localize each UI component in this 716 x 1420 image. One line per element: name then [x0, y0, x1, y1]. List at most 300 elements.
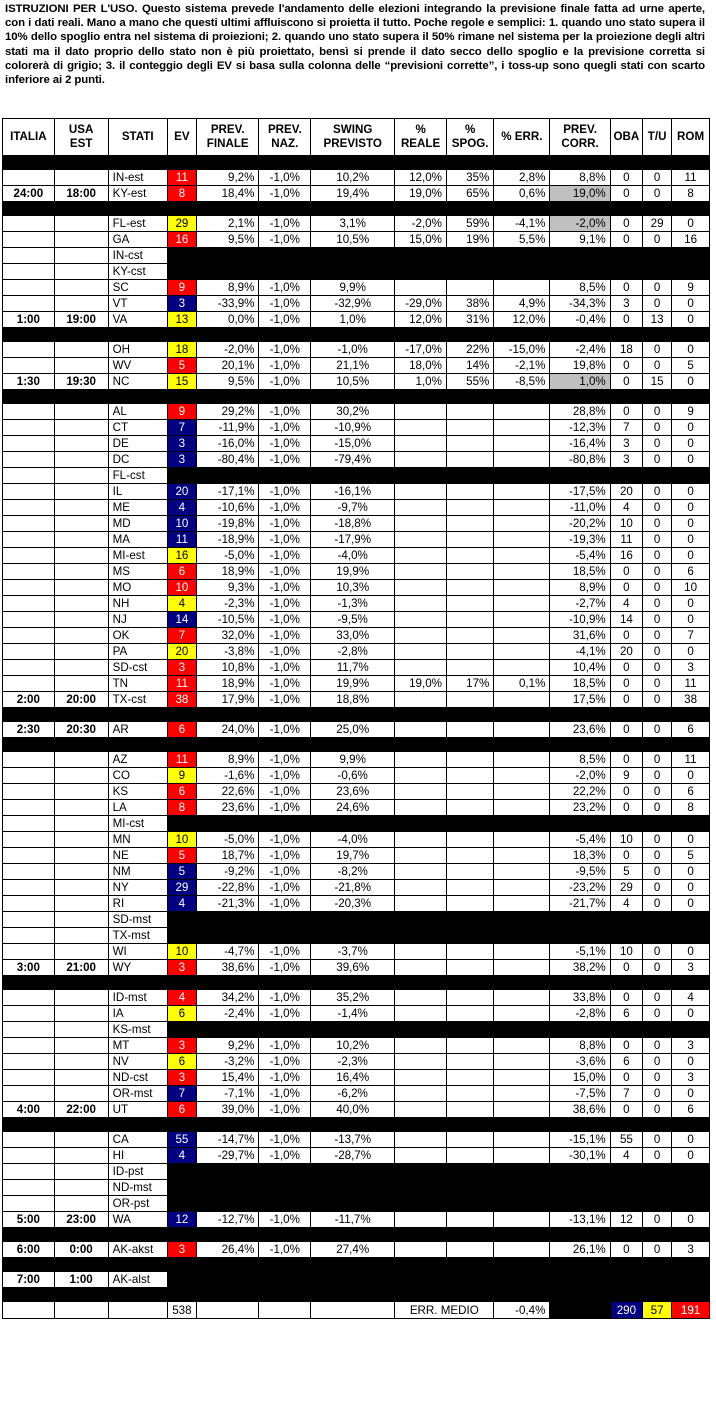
table-row: [3, 374, 710, 390]
prev-finale: -10,5%: [196, 612, 259, 628]
perc-errore: [494, 628, 550, 644]
prev-corretta: 17,5%: [550, 692, 610, 708]
electoral-votes: 9: [167, 404, 196, 420]
perc-errore: [494, 960, 550, 976]
state-name: GA: [108, 232, 167, 248]
italy-time: 2:00: [3, 692, 55, 708]
state-name: MI-est: [108, 548, 167, 564]
prev-finale: -29,7%: [196, 1148, 259, 1164]
prev-naz: -1,0%: [259, 342, 311, 358]
prev-naz: -1,0%: [259, 500, 311, 516]
table-row: [3, 312, 710, 328]
table-row: [3, 170, 710, 186]
prev-corretta: 8,9%: [550, 580, 610, 596]
perc-spoglio: [446, 484, 493, 500]
table-row: [3, 280, 710, 296]
perc-reale: -2,0%: [395, 216, 447, 232]
usa-time: [54, 170, 108, 186]
italy-time: [3, 990, 55, 1006]
usa-time: [54, 358, 108, 374]
perc-reale: 1,0%: [395, 374, 447, 390]
perc-reale: [395, 532, 447, 548]
prev-naz: -1,0%: [259, 880, 311, 896]
state-name: SD-mst: [108, 912, 167, 928]
prev-finale: -19,8%: [196, 516, 259, 532]
oba-ev: 12: [610, 1212, 642, 1228]
state-name: MD: [108, 516, 167, 532]
prev-naz: -1,0%: [259, 644, 311, 660]
state-name: ND-cst: [108, 1070, 167, 1086]
prev-naz: -1,0%: [259, 436, 311, 452]
state-name: TX-mst: [108, 928, 167, 944]
prev-naz: -1,0%: [259, 800, 311, 816]
perc-reale: [395, 784, 447, 800]
usa-time: [54, 1006, 108, 1022]
prev-finale: 0,0%: [196, 312, 259, 328]
state-name: SD-cst: [108, 660, 167, 676]
swing-previsto: 11,7%: [311, 660, 395, 676]
oba-ev: 0: [610, 358, 642, 374]
usa-time: [54, 800, 108, 816]
table-row: [3, 912, 710, 928]
perc-reale: [395, 548, 447, 564]
state-name: OK: [108, 628, 167, 644]
usa-time: 1:00: [54, 1272, 108, 1288]
usa-time: 18:00: [54, 186, 108, 202]
prev-corretta: -16,4%: [550, 436, 610, 452]
prev-finale: 24,0%: [196, 722, 259, 738]
swing-previsto: -20,3%: [311, 896, 395, 912]
perc-spoglio: [446, 548, 493, 564]
perc-errore: [494, 404, 550, 420]
perc-spoglio: [446, 580, 493, 596]
oba-ev: 0: [610, 722, 642, 738]
table-row: [3, 832, 710, 848]
perc-reale: -17,0%: [395, 342, 447, 358]
italy-time: [3, 612, 55, 628]
prev-corretta: -80,8%: [550, 452, 610, 468]
electoral-votes: 3: [167, 1038, 196, 1054]
italy-time: [3, 484, 55, 500]
swing-previsto: 16,4%: [311, 1070, 395, 1086]
usa-time: [54, 436, 108, 452]
italy-time: [3, 752, 55, 768]
oba-ev: 10: [610, 944, 642, 960]
prev-naz: -1,0%: [259, 660, 311, 676]
perc-errore: 0,6%: [494, 186, 550, 202]
separator-cell: [3, 1118, 710, 1132]
separator-row: [3, 708, 710, 722]
prev-corretta: 18,5%: [550, 564, 610, 580]
oba-ev: 55: [610, 1132, 642, 1148]
italy-time: [3, 912, 55, 928]
table-row: [3, 404, 710, 420]
table-row: [3, 1132, 710, 1148]
state-name: TX-cst: [108, 692, 167, 708]
perc-reale: [395, 1212, 447, 1228]
prev-corretta: -0,4%: [550, 312, 610, 328]
italy-time: [3, 500, 55, 516]
usa-time: [54, 420, 108, 436]
perc-reale: 12,0%: [395, 312, 447, 328]
prev-naz: -1,0%: [259, 1102, 311, 1118]
table-row: [3, 848, 710, 864]
swing-previsto: 10,2%: [311, 170, 395, 186]
usa-time: [54, 452, 108, 468]
totals-row: [3, 1302, 710, 1319]
perc-spoglio: [446, 1148, 493, 1164]
perc-errore: [494, 1006, 550, 1022]
table-row: [3, 358, 710, 374]
perc-spoglio: [446, 660, 493, 676]
swing-previsto: -11,7%: [311, 1212, 395, 1228]
electoral-votes: 3: [167, 436, 196, 452]
electoral-votes: 20: [167, 644, 196, 660]
oba-ev: 0: [610, 784, 642, 800]
separator-cell: [3, 390, 710, 404]
electoral-votes: 6: [167, 1102, 196, 1118]
oba-ev: 10: [610, 516, 642, 532]
prev-corretta: -10,9%: [550, 612, 610, 628]
perc-spoglio: [446, 628, 493, 644]
tossup-ev: 0: [643, 500, 672, 516]
swing-previsto: 39,6%: [311, 960, 395, 976]
usa-time: [54, 1180, 108, 1196]
rom-ev: 0: [672, 644, 710, 660]
prev-corretta: -2,0%: [550, 216, 610, 232]
tossup-ev: 0: [643, 296, 672, 312]
swing-previsto: 10,2%: [311, 1038, 395, 1054]
blank-block: [167, 1196, 709, 1212]
separator-row: [3, 1258, 710, 1272]
rom-ev: 3: [672, 1070, 710, 1086]
rom-ev: 0: [672, 342, 710, 358]
prev-finale: -2,3%: [196, 596, 259, 612]
table-row: [3, 816, 710, 832]
separator-cell: [3, 708, 710, 722]
swing-previsto: -3,7%: [311, 944, 395, 960]
perc-spoglio: [446, 280, 493, 296]
electoral-votes: 5: [167, 848, 196, 864]
election-table: [2, 118, 710, 1319]
swing-previsto: 9,9%: [311, 752, 395, 768]
state-name: CT: [108, 420, 167, 436]
italy-time: [3, 358, 55, 374]
prev-corretta: -17,5%: [550, 484, 610, 500]
perc-reale: [395, 1102, 447, 1118]
table-row: [3, 990, 710, 1006]
prev-finale: -33,9%: [196, 296, 259, 312]
state-name: CA: [108, 1132, 167, 1148]
prev-naz: -1,0%: [259, 596, 311, 612]
header-rom: ROM: [672, 119, 710, 156]
oba-ev: 0: [610, 752, 642, 768]
prev-naz: -1,0%: [259, 216, 311, 232]
oba-ev: 20: [610, 644, 642, 660]
perc-errore: [494, 484, 550, 500]
perc-errore: [494, 784, 550, 800]
blank-block: [167, 816, 709, 832]
perc-reale: [395, 960, 447, 976]
italy-time: [3, 628, 55, 644]
italy-time: [3, 1180, 55, 1196]
prev-corretta: -2,7%: [550, 596, 610, 612]
rom-ev: 0: [672, 216, 710, 232]
tossup-ev: 0: [643, 752, 672, 768]
perc-spoglio: [446, 1102, 493, 1118]
perc-spoglio: [446, 1212, 493, 1228]
perc-spoglio: [446, 1070, 493, 1086]
perc-errore: 12,0%: [494, 312, 550, 328]
oba-ev: 0: [610, 960, 642, 976]
usa-time: [54, 660, 108, 676]
italy-time: 5:00: [3, 1212, 55, 1228]
swing-previsto: 10,5%: [311, 374, 395, 390]
perc-reale: [395, 564, 447, 580]
prev-naz: -1,0%: [259, 784, 311, 800]
perc-reale: [395, 1006, 447, 1022]
perc-spoglio: [446, 1054, 493, 1070]
state-name: MT: [108, 1038, 167, 1054]
prev-naz: -1,0%: [259, 864, 311, 880]
prev-finale: -5,0%: [196, 832, 259, 848]
oba-ev: 0: [610, 1242, 642, 1258]
prev-finale: -2,4%: [196, 1006, 259, 1022]
rom-ev: 0: [672, 1006, 710, 1022]
state-name: RI: [108, 896, 167, 912]
rom-ev: 11: [672, 170, 710, 186]
electoral-votes: 11: [167, 676, 196, 692]
rom-ev: 6: [672, 1102, 710, 1118]
prev-corretta: 10,4%: [550, 660, 610, 676]
prev-corretta: -34,3%: [550, 296, 610, 312]
table-row: [3, 960, 710, 976]
header-reale: % REALE: [395, 119, 447, 156]
tossup-ev: 0: [643, 452, 672, 468]
perc-reale: [395, 848, 447, 864]
swing-previsto: 19,4%: [311, 186, 395, 202]
italy-time: [3, 660, 55, 676]
prev-finale: 8,9%: [196, 280, 259, 296]
state-name: MS: [108, 564, 167, 580]
state-name: NJ: [108, 612, 167, 628]
tossup-ev: 0: [643, 1132, 672, 1148]
usa-time: [54, 1196, 108, 1212]
empty-cell: [259, 1302, 311, 1319]
perc-errore: [494, 280, 550, 296]
oba-ev: 3: [610, 436, 642, 452]
perc-errore: [494, 596, 550, 612]
perc-errore: [494, 1212, 550, 1228]
swing-previsto: -4,0%: [311, 832, 395, 848]
rom-ev: 3: [672, 960, 710, 976]
prev-finale: 39,0%: [196, 1102, 259, 1118]
italy-time: [3, 1132, 55, 1148]
prev-corretta: -13,1%: [550, 1212, 610, 1228]
state-name: AR: [108, 722, 167, 738]
tossup-ev: 13: [643, 312, 672, 328]
table-row: [3, 564, 710, 580]
prev-corretta: -9,5%: [550, 864, 610, 880]
tossup-ev: 0: [643, 358, 672, 374]
usa-time: [54, 644, 108, 660]
state-name: IN-est: [108, 170, 167, 186]
perc-spoglio: [446, 800, 493, 816]
italy-time: 24:00: [3, 186, 55, 202]
perc-spoglio: 31%: [446, 312, 493, 328]
tossup-ev: 0: [643, 1102, 672, 1118]
prev-finale: -3,2%: [196, 1054, 259, 1070]
oba-ev: 6: [610, 1054, 642, 1070]
header-prev-finale: PREV. FINALE: [196, 119, 259, 156]
table-row: [3, 1086, 710, 1102]
italy-time: [3, 768, 55, 784]
state-name: ME: [108, 500, 167, 516]
perc-spoglio: [446, 612, 493, 628]
italy-time: [3, 896, 55, 912]
italy-time: [3, 784, 55, 800]
state-name: AZ: [108, 752, 167, 768]
tossup-ev: 0: [643, 484, 672, 500]
table-row: [3, 1148, 710, 1164]
prev-finale: 18,7%: [196, 848, 259, 864]
prev-corretta: -21,7%: [550, 896, 610, 912]
table-row: [3, 248, 710, 264]
rom-ev: 9: [672, 404, 710, 420]
state-name: WV: [108, 358, 167, 374]
swing-previsto: 35,2%: [311, 990, 395, 1006]
prev-finale: -22,8%: [196, 880, 259, 896]
tossup-ev: 0: [643, 1006, 672, 1022]
table-row: [3, 296, 710, 312]
perc-reale: [395, 1132, 447, 1148]
perc-reale: [395, 612, 447, 628]
italy-time: [3, 532, 55, 548]
electoral-votes: 3: [167, 1242, 196, 1258]
swing-previsto: -1,4%: [311, 1006, 395, 1022]
separator-row: [3, 976, 710, 990]
swing-previsto: 27,4%: [311, 1242, 395, 1258]
table-row: [3, 452, 710, 468]
table-row: [3, 752, 710, 768]
separator-row: [3, 1118, 710, 1132]
prev-finale: -2,0%: [196, 342, 259, 358]
italy-time: [3, 280, 55, 296]
table-row: [3, 484, 710, 500]
table-row: [3, 896, 710, 912]
prev-corretta: -2,8%: [550, 1006, 610, 1022]
perc-spoglio: 65%: [446, 186, 493, 202]
table-row: [3, 1022, 710, 1038]
blank-block: [167, 1164, 709, 1180]
usa-time: [54, 768, 108, 784]
rom-ev: 0: [672, 768, 710, 784]
perc-errore: -4,1%: [494, 216, 550, 232]
perc-errore: [494, 880, 550, 896]
prev-naz: -1,0%: [259, 896, 311, 912]
prev-finale: -7,1%: [196, 1086, 259, 1102]
perc-reale: [395, 500, 447, 516]
tossup-ev: 0: [643, 532, 672, 548]
electoral-votes: 11: [167, 752, 196, 768]
usa-time: 19:00: [54, 312, 108, 328]
perc-reale: [395, 1054, 447, 1070]
usa-time: 19:30: [54, 374, 108, 390]
oba-ev: 0: [610, 312, 642, 328]
perc-reale: 19,0%: [395, 676, 447, 692]
table-row: [3, 644, 710, 660]
perc-errore: [494, 452, 550, 468]
table-row: [3, 928, 710, 944]
rom-ev: 5: [672, 358, 710, 374]
state-name: IL: [108, 484, 167, 500]
italy-time: [3, 296, 55, 312]
prev-finale: 18,4%: [196, 186, 259, 202]
tossup-ev: 0: [643, 1070, 672, 1086]
perc-errore: [494, 644, 550, 660]
swing-previsto: -8,2%: [311, 864, 395, 880]
prev-corretta: 18,3%: [550, 848, 610, 864]
table-row: [3, 722, 710, 738]
prev-corretta: 33,8%: [550, 990, 610, 1006]
perc-reale: [395, 628, 447, 644]
perc-spoglio: 55%: [446, 374, 493, 390]
separator-cell: [3, 156, 710, 170]
rom-ev: 0: [672, 296, 710, 312]
state-name: MI-cst: [108, 816, 167, 832]
table-row: [3, 612, 710, 628]
state-name: OR-pst: [108, 1196, 167, 1212]
electoral-votes: 5: [167, 864, 196, 880]
prev-corretta: 23,6%: [550, 722, 610, 738]
rom-ev: 0: [672, 500, 710, 516]
header-prev-corr: PREV. CORR.: [550, 119, 610, 156]
rom-ev: 0: [672, 944, 710, 960]
prev-naz: -1,0%: [259, 1070, 311, 1086]
prev-corretta: 1,0%: [550, 374, 610, 390]
italy-time: [3, 1070, 55, 1086]
table-row: [3, 232, 710, 248]
tossup-ev: 0: [643, 516, 672, 532]
tossup-ev: 0: [643, 768, 672, 784]
italy-time: 2:30: [3, 722, 55, 738]
italy-time: [3, 1022, 55, 1038]
state-name: FL-est: [108, 216, 167, 232]
prev-corretta: 8,8%: [550, 1038, 610, 1054]
italy-time: [3, 1086, 55, 1102]
perc-errore: -8,5%: [494, 374, 550, 390]
tossup-ev: 0: [643, 580, 672, 596]
prev-naz: -1,0%: [259, 1038, 311, 1054]
swing-previsto: -21,8%: [311, 880, 395, 896]
state-name: TN: [108, 676, 167, 692]
table-row: [3, 1070, 710, 1086]
electoral-votes: 6: [167, 1006, 196, 1022]
state-name: IN-cst: [108, 248, 167, 264]
prev-finale: -14,7%: [196, 1132, 259, 1148]
electoral-votes: 55: [167, 1132, 196, 1148]
state-name: CO: [108, 768, 167, 784]
perc-errore: [494, 548, 550, 564]
separator-cell: [3, 738, 710, 752]
prev-naz: -1,0%: [259, 516, 311, 532]
state-name: NC: [108, 374, 167, 390]
header-swing-previsto: SWING PREVISTO: [311, 119, 395, 156]
perc-spoglio: [446, 404, 493, 420]
electoral-votes: 7: [167, 628, 196, 644]
electoral-votes: 29: [167, 880, 196, 896]
perc-reale: [395, 1242, 447, 1258]
